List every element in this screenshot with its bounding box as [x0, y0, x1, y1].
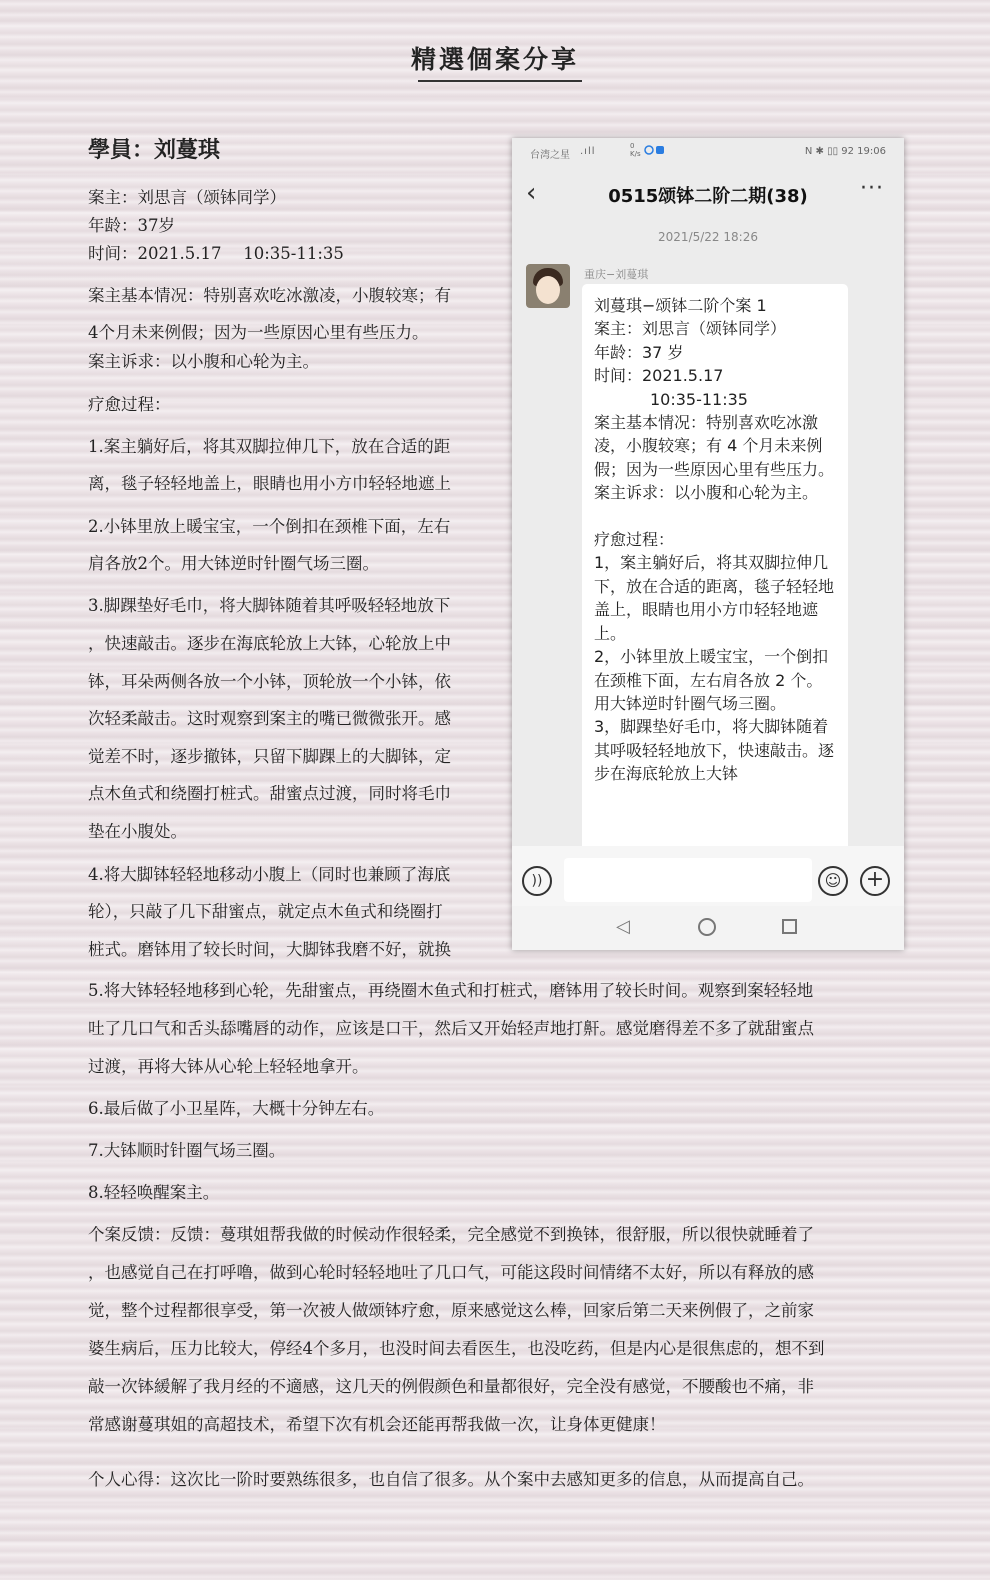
- nav-home-icon[interactable]: [698, 918, 716, 936]
- title-underline: [418, 80, 582, 82]
- avatar[interactable]: [526, 264, 570, 308]
- signal-icon: .ıll: [580, 146, 596, 157]
- step3-line-2: ，快速敲击。逐步在海底轮放上大钵，心轮放上中: [88, 634, 451, 653]
- more-icon[interactable]: ···: [860, 176, 884, 201]
- feedback-line-4: 婆生病后，压力比较大，停经4个多月，也没时间去看医生，也没吃药，但是内心是很焦虑的，想不到: [88, 1339, 825, 1358]
- step2-line-1: 2.小钵里放上暖宝宝，一个倒扣在颈椎下面，左右: [88, 517, 451, 536]
- step3-line-1: 3.脚踝垫好毛巾，将大脚钵随着其呼吸轻轻地放下: [88, 596, 451, 615]
- step5-line-3: 过渡，再将大钵从心轮上轻轻地拿开。: [88, 1057, 369, 1076]
- carrier-label: 台湾之星: [530, 150, 570, 161]
- sender-name: 重庆−刘蔓琪: [584, 268, 649, 281]
- step3-line-7: 垫在小腹处。: [88, 822, 187, 841]
- status-bar: [512, 144, 904, 160]
- message-date: 2021/5/22 18:26: [658, 230, 758, 244]
- app-notification-icon: [644, 145, 666, 158]
- feedback-line-1: 个案反馈：反馈：蔓琪姐帮我做的时候动作很轻柔，完全感觉不到换钵，很舒服，所以很快就睡着了: [88, 1225, 814, 1244]
- plus-icon[interactable]: +: [860, 866, 890, 896]
- feedback-line-5: 敲一次钵緩解了我月经的不適感，这几天的例假颜色和量都很好，完全没有感觉，不腰酸也不痛，非: [88, 1377, 814, 1396]
- message-bubble[interactable]: 刘蔓琪−颂钵二阶个案 1 案主：刘思言（颂钵同学） 年龄：37 岁 时间：2021.5.17 10:35-11:35 案主基本情况：特别喜欢吃冰激凌，小腹较寒；有 4 个月未来例假；因为一些原因心里有些压力。 案主诉求：以小腹和心轮为主。 疗愈过程： 1，案主躺好后，将其双脚拉伸几下，放在合适的距离，毯子轻轻地盖上，眼睛也用小方巾轻轻地遮上。 2，小钵里放上暖宝宝，一个倒扣在颈椎下面，左右肩各放 2 个。用大钵逆时针圈气场三圈。 3，脚踝垫好毛巾，将大脚钵随着其呼吸轻轻地放下，快速敲击。逐步在海底轮放上大钵: [582, 284, 848, 924]
- message-input[interactable]: [564, 858, 812, 902]
- nav-back-icon[interactable]: ◁: [616, 916, 630, 937]
- input-bar: [512, 846, 904, 906]
- step7: 7.大钵顺时针圈气场三圈。: [88, 1141, 286, 1160]
- net-speed: 0 K/s: [630, 142, 641, 158]
- back-icon[interactable]: ‹: [526, 178, 537, 208]
- step1-line-1: 1.案主躺好后，将其双脚拉伸几下，放在合适的距: [88, 437, 451, 456]
- step2-line-2: 肩各放2个。用大钵逆时针圈气场三圈。: [88, 554, 379, 573]
- step6: 6.最后做了小卫星阵，大概十分钟左右。: [88, 1099, 385, 1118]
- status-right: N ✱ ▯▯ 92 19:06: [804, 146, 886, 157]
- situation-line-2: 4个月未来例假；因为一些原因心里有些压力。: [88, 323, 429, 342]
- feedback-line-6: 常感谢蔓琪姐的高超技术，希望下次有机会还能再帮我做一次，让身体更健康！: [88, 1415, 666, 1434]
- step4-line-1: 4.将大脚钵轻轻地移动小腹上（同时也兼顾了海底: [88, 865, 451, 884]
- emoji-icon[interactable]: ☺: [818, 866, 848, 896]
- reflection-line: 个人心得：这次比一阶时要熟练很多，也自信了很多。从个案中去感知更多的信息，从而提高自己。: [88, 1470, 814, 1489]
- step1-line-2: 离，毯子轻轻地盖上，眼睛也用小方巾轻轻地遮上: [88, 474, 451, 493]
- student-name: 學員：刘蔓琪: [88, 137, 221, 163]
- chat-screenshot: [512, 138, 904, 950]
- step4-line-3: 桩式。磨钵用了较长时间，大脚钵我磨不好，就换: [88, 940, 451, 959]
- feedback-line-2: ，也感觉自己在打呼噜，做到心轮时轻轻地吐了几口气，可能这段时间情绪不太好，所以有释放的感: [88, 1263, 814, 1282]
- step8: 8.轻轻唤醒案主。: [88, 1183, 220, 1202]
- step4-line-2: 轮），只敲了几下甜蜜点，就定点木鱼式和绕圈打: [88, 902, 443, 921]
- process-heading: 疗愈过程：: [88, 395, 171, 414]
- nav-recent-icon[interactable]: [782, 919, 797, 934]
- step3-line-5: 觉差不时，逐步撤钵，只留下脚踝上的大脚钵，定: [88, 747, 451, 766]
- time-line: 时间：2021.5.17 10:35-11:35: [88, 244, 344, 263]
- step5-line-2: 吐了几口气和舌头舔嘴唇的动作，应该是口干，然后又开始轻声地打鼾。感觉磨得差不多了就甜蜜点: [88, 1019, 814, 1038]
- system-nav-bar: [512, 906, 904, 950]
- feedback-line-3: 觉，整个过程都很享受，第一次被人做颂钵疗愈，原来感觉这么棒，回家后第二天来例假了，之前家: [88, 1301, 814, 1320]
- step3-line-3: 钵，耳朵两侧各放一个小钵，顶轮放一个小钵，依: [88, 672, 451, 691]
- chat-title: 0515颂钵二阶二期(38): [608, 186, 808, 207]
- age-line: 年龄：37岁: [88, 216, 175, 235]
- avatar-face: [536, 276, 560, 304]
- situation-line-1: 案主基本情况：特别喜欢吃冰激凌，小腹较寒；有: [88, 286, 451, 305]
- step3-line-6: 点木鱼式和绕圈打桩式。甜蜜点过渡，同时将毛巾: [88, 784, 451, 803]
- voice-icon[interactable]: )): [522, 866, 552, 896]
- client-line: 案主：刘思言（颂钵同学）: [88, 188, 286, 207]
- chat-header: [512, 174, 904, 214]
- page-title: 精選個案分享: [410, 45, 579, 74]
- step3-line-4: 次轻柔敲击。这时观察到案主的嘴已微微张开。感: [88, 709, 451, 728]
- step5-line-1: 5.将大钵轻轻地移到心轮，先甜蜜点，再绕圈木鱼式和打桩式，磨钵用了较长时间。观察到案轻轻地: [88, 981, 814, 1000]
- request-line: 案主诉求：以小腹和心轮为主。: [88, 352, 319, 371]
